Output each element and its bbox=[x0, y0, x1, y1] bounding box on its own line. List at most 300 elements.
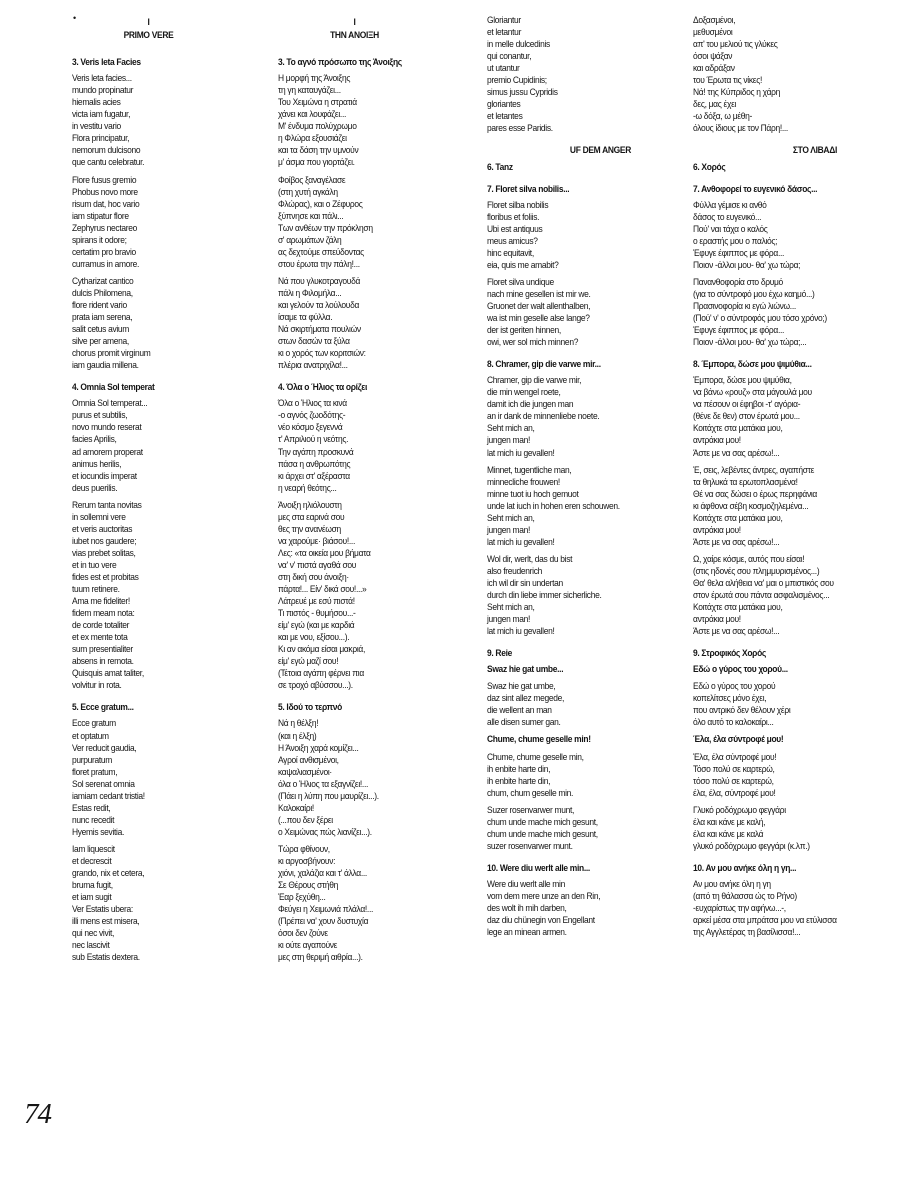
verse-line: Έλα, έλα σύντροφέ μου! bbox=[693, 750, 777, 762]
stanza bbox=[72, 174, 248, 270]
verse-line: pares esse Paridis. bbox=[487, 122, 553, 134]
verse-line: Ποιον -άλλοι μου- θα' χω τώρα; bbox=[693, 258, 801, 270]
verse-line: να' ν' πιστά αγαθά σου bbox=[278, 558, 357, 570]
verse-line: jungen man! bbox=[487, 523, 530, 535]
verse-line: Εδώ ο γύρος του χορού... bbox=[693, 663, 788, 675]
verse-line: eia, quis me amabit? bbox=[487, 258, 559, 270]
verse-line: Sol serenat omnia bbox=[72, 777, 135, 789]
song-title: 10. Were diu werlt alle min... bbox=[487, 861, 590, 873]
stanza bbox=[487, 680, 663, 728]
column-uf-dem-anger-latin bbox=[487, 14, 663, 943]
verse-line: Κοιτάχτε στα ματάκια μου, bbox=[693, 422, 783, 434]
verse-line: Swaz hie gat umbe... bbox=[487, 663, 564, 675]
verse-line: στη δική σου άνοιξη· bbox=[278, 570, 349, 582]
verse-line: να χαρούμε· βιάσου!... bbox=[278, 534, 355, 546]
verse-line: πλέρια ανατριχίλα!... bbox=[278, 359, 348, 371]
verse-line: Σε Θέρους στήθη bbox=[278, 879, 339, 891]
verse-line: chum unde mache mich gesunt, bbox=[487, 827, 598, 839]
verse-line: και τα δάση την υμνούν bbox=[278, 144, 359, 156]
verse-line: sub Estatis dextera. bbox=[72, 951, 140, 963]
verse-line: (στη χυτή αγκάλη bbox=[278, 185, 338, 197]
verse-line: Νά σκιρτήματα πουλιών bbox=[278, 323, 361, 335]
verse-line: Phobus novo more bbox=[72, 185, 138, 197]
verse-line: Η Άνοιξη χαρά κομίζει... bbox=[278, 741, 359, 753]
verse-line: Έλα, έλα σύντροφέ μου! bbox=[693, 733, 784, 745]
column-uf-dem-anger-greek bbox=[693, 14, 869, 943]
verse-line: Γλυκό ροδόχρωμο φεγγάρι bbox=[693, 803, 786, 815]
song-title: 7. Ανθοφορεί το ευγενικό δάσος... bbox=[693, 182, 818, 194]
verse-line: -ο αγνός ζωοδότης- bbox=[278, 409, 346, 421]
verse-line: κοπελίτσες μόνο έχει, bbox=[693, 692, 767, 704]
verse-line: τη γη καταυγάζει... bbox=[278, 84, 341, 96]
stanza bbox=[487, 374, 663, 458]
verse-line: Gloriantur bbox=[487, 14, 521, 25]
verse-line: Φύλλα γέμισε κι ανθό bbox=[693, 198, 767, 210]
verse-line: de corde totaliter bbox=[72, 619, 130, 631]
verse-line: Ver reducit gaudia, bbox=[72, 741, 137, 753]
verse-line: μ' άσμα που γιορτάζει. bbox=[278, 156, 355, 168]
verse-line: damit ich die jungen man bbox=[487, 398, 574, 410]
verse-line: bruma fugit, bbox=[72, 879, 113, 891]
stanza bbox=[72, 717, 248, 837]
verse-line: (και η έλξη) bbox=[278, 729, 317, 741]
verse-line: (Τέτοια αγάπη φέρνει πια bbox=[278, 667, 364, 679]
stanza bbox=[693, 680, 869, 728]
song-section bbox=[487, 161, 663, 173]
verse-line: iam gaudia millena. bbox=[72, 359, 139, 371]
verse-line: Έμπορα, δώσε μου ψιμύθια, bbox=[693, 374, 792, 386]
verse-line: όσοι ψάξαν bbox=[693, 50, 733, 62]
verse-line: Chume, chume geselle min! bbox=[487, 733, 591, 745]
song-section bbox=[693, 161, 869, 173]
verse-line: Θέ να σας δώσει ο έρως περηφάνια bbox=[693, 487, 818, 499]
verse-line: Αγροί ανθισμένοι, bbox=[278, 753, 339, 765]
verse-line: iamiam cedant tristia! bbox=[72, 789, 145, 801]
part-heading: ΣΤΟ ΛΙΒΑΔΙ bbox=[792, 144, 837, 156]
verse-line: Seht mich an, bbox=[487, 511, 535, 523]
verse-line: in melle dulcedinis bbox=[487, 38, 550, 50]
song-section bbox=[693, 862, 869, 938]
verse-line: Floret silva undique bbox=[487, 275, 554, 287]
verse-line: wa ist min geselle alse lange? bbox=[487, 312, 590, 324]
verse-line: μες στα εαρινά σου bbox=[278, 510, 345, 522]
verse-line: iubet nos gaudere; bbox=[72, 534, 137, 546]
verse-line: κι ούτε αγαπούνε bbox=[278, 939, 338, 951]
verse-line: είμ' εγώ μαζί σου! bbox=[278, 655, 339, 667]
verse-line: ut utantur bbox=[487, 62, 520, 74]
verse-line: (στις ηδονές σου πλημμυρισμένος...) bbox=[693, 564, 820, 576]
refrain-heading bbox=[487, 733, 663, 745]
verse-line: Suzer rosenvarwer munt, bbox=[487, 803, 575, 815]
verse-line: στου έρωτα την πάλη!... bbox=[278, 257, 360, 269]
stanza bbox=[487, 553, 663, 637]
refrain-heading bbox=[487, 663, 663, 675]
verse-line: Έ, σεις, λεβέντες άντρες, αγαπήστε bbox=[693, 463, 815, 475]
verse-line: Seht mich an, bbox=[487, 601, 535, 613]
verse-line: Ubi est antiquus bbox=[487, 222, 543, 234]
verse-line: et decrescit bbox=[72, 855, 112, 866]
verse-line: -ω δόξα, ω μέθη- bbox=[693, 110, 752, 122]
song-title: 5. Ιδού το τερπνό bbox=[278, 701, 342, 713]
verse-line: Wol dir, werlt, das du bist bbox=[487, 552, 573, 564]
verse-line: Πρασινοφορία κι εγώ λιώνω... bbox=[693, 299, 796, 311]
verse-line: ξύπνησε και πάλι... bbox=[278, 209, 344, 221]
verse-line: nec lascivit bbox=[72, 939, 110, 951]
song-section bbox=[487, 183, 663, 349]
verse-line: Swaz hie gat umbe, bbox=[487, 680, 556, 692]
stanza bbox=[693, 751, 869, 799]
verse-line: owi, wer sol mich minnen? bbox=[487, 336, 579, 348]
song-section bbox=[278, 56, 454, 371]
verse-line: Νά! της Κύπριδος η χάρη bbox=[693, 86, 781, 98]
verse-line: Were diu werlt alle min bbox=[487, 877, 565, 889]
verse-line: (...που δεν ξέρει bbox=[278, 813, 333, 825]
verse-line: hinc equitavit, bbox=[487, 246, 534, 258]
verse-line: Ποιον -άλλοι μου- θα' χω τώρα;... bbox=[693, 336, 807, 348]
stanza bbox=[72, 275, 248, 371]
verse-line: ίσαμε τα φύλλα. bbox=[278, 311, 333, 323]
verse-line: Flora principatur, bbox=[72, 132, 130, 144]
verse-line: Minnet, tugentliche man, bbox=[487, 463, 572, 475]
page-number: 74 bbox=[24, 1098, 51, 1130]
stanza bbox=[693, 804, 869, 852]
verse-line: Omnia Sol temperat... bbox=[72, 397, 148, 409]
verse-line: Ω, χαίρε κόσμε, αυτός που είσαι! bbox=[693, 552, 805, 564]
verse-line: δάσος το ευγενικό... bbox=[693, 210, 762, 222]
song-title: 5. Ecce gratum... bbox=[72, 701, 134, 713]
verse-line: der ist geriten hinnen, bbox=[487, 324, 561, 336]
verse-line: τα θηλυκά τα ερωτοπλασμένα! bbox=[693, 475, 798, 487]
verse-line: Estas redit, bbox=[72, 801, 111, 813]
verse-line: Ama me fideliter! bbox=[72, 595, 130, 607]
song-section bbox=[72, 381, 248, 691]
verse-line: salit cetus avium bbox=[72, 323, 130, 335]
stanza bbox=[487, 276, 663, 348]
verse-line: et veris auctoritas bbox=[72, 522, 133, 534]
stanza bbox=[693, 878, 869, 938]
verse-line: lat mich iu gevallen! bbox=[487, 446, 555, 458]
verse-line: nemorum dulcisono bbox=[72, 144, 141, 156]
song-section bbox=[693, 358, 869, 637]
song-section bbox=[72, 701, 248, 963]
song-section bbox=[487, 647, 663, 852]
verse-line: και με νου, εξίσου...). bbox=[278, 631, 350, 643]
verse-line: que cantu celebratur. bbox=[72, 156, 145, 168]
verse-line: όλο αυτό το καλοκαίρι... bbox=[693, 716, 774, 728]
verse-line: lege an minean armen. bbox=[487, 926, 567, 938]
verse-line: et in tuo vere bbox=[72, 558, 117, 570]
verse-line: αντράκια μου! bbox=[693, 434, 741, 446]
song-title: 3. Veris leta Facies bbox=[72, 56, 141, 68]
verse-line: Κοιτάχτε στα ματάκια μου, bbox=[693, 511, 783, 523]
verse-line: πάρτα!... Είν' δικά σου!...» bbox=[278, 583, 367, 595]
verse-line: δες, μας έχει bbox=[693, 98, 737, 110]
verse-line: alle disen sumer gan. bbox=[487, 716, 561, 728]
song-title: 4. Omnia Sol temperat bbox=[72, 381, 155, 393]
song-title: 8. Chramer, gip die varwe mir... bbox=[487, 358, 601, 370]
verse-line: ad amorem properat bbox=[72, 445, 143, 457]
verse-line: hiemalis acies bbox=[72, 96, 121, 108]
verse-line: Η μορφή της Άνοιξης bbox=[278, 72, 351, 84]
verse-line: Veris leta facies... bbox=[72, 72, 132, 84]
stanza bbox=[487, 464, 663, 548]
verse-line: also freudenrich bbox=[487, 564, 542, 576]
song-title: 3. Το αγνό πρόσωπο της Άνοιξης bbox=[278, 56, 402, 68]
song-section bbox=[487, 862, 663, 938]
verse-line: daz diu chünegin von Engellant bbox=[487, 914, 595, 926]
continued-stanza bbox=[693, 14, 869, 134]
verse-line: in sollemni vere bbox=[72, 510, 126, 522]
verse-line: dulcis Philomena, bbox=[72, 286, 133, 298]
verse-line: -ευχαρίστως την αφήνω...-, bbox=[693, 902, 786, 914]
verse-line: Ver Estatis ubera: bbox=[72, 903, 133, 915]
verse-line: Rerum tanta novitas bbox=[72, 498, 142, 510]
verse-line: vias prebet solitas, bbox=[72, 546, 136, 558]
song-title: 9. Στροφικός Χορός bbox=[693, 647, 767, 659]
verse-line: chorus promit virginum bbox=[72, 347, 151, 359]
verse-line: floret pratum, bbox=[72, 765, 118, 777]
verse-line: silve per amena, bbox=[72, 335, 129, 347]
verse-line: η Φλώρα εξουσιάζει bbox=[278, 132, 347, 144]
stanza bbox=[693, 199, 869, 271]
verse-line: die min wengel roete, bbox=[487, 386, 561, 398]
song-section bbox=[693, 183, 869, 349]
verse-line: iam stipatur flore bbox=[72, 209, 129, 221]
verse-line: Κοιτάχτε στα ματάκια μου, bbox=[693, 601, 783, 613]
verse-line: να πέσουν οι έφηβοι -τ' αγόρια- bbox=[693, 398, 801, 410]
verse-line: chum unde mache mich gesunt, bbox=[487, 815, 598, 827]
stanza bbox=[487, 751, 663, 799]
stanza bbox=[487, 804, 663, 852]
part-numeral: I bbox=[353, 16, 356, 27]
verse-line: (θένε δε θεν) στον έρωτά μου... bbox=[693, 410, 800, 422]
song-title: 6. Χορός bbox=[693, 160, 726, 172]
verse-line: Λάτρευέ με εσύ πιστά! bbox=[278, 595, 355, 607]
verse-line: έλα, έλα, σύντροφέ μου! bbox=[693, 786, 776, 798]
verse-line: τόσο πολύ σε καρτερώ, bbox=[693, 774, 774, 786]
verse-line: volvitur in rota. bbox=[72, 679, 122, 691]
verse-line: Chume, chume geselle min, bbox=[487, 750, 584, 762]
column-primo-vere-greek bbox=[278, 14, 454, 968]
verse-line: durch din liebe immer sicherliche. bbox=[487, 589, 602, 601]
verse-line: σε τροχό αβύσσου...). bbox=[278, 679, 353, 691]
stanza bbox=[278, 275, 454, 371]
verse-line: που αντρικό δεν θέλουν χέρι bbox=[693, 704, 791, 716]
verse-line: Άστε με να σας αρέσω!... bbox=[693, 446, 780, 458]
verse-line: της Αγγλετέρας τη βασίλισσα!... bbox=[693, 926, 801, 938]
verse-line: Φλώρας), και ο Ζέφυρος bbox=[278, 197, 363, 209]
stanza bbox=[693, 374, 869, 458]
stanza bbox=[278, 499, 454, 692]
verse-line: meus amicus? bbox=[487, 234, 538, 246]
verse-line: prata iam serena, bbox=[72, 311, 133, 323]
verse-line: Chramer, gip die varwe mir, bbox=[487, 374, 582, 386]
verse-line: αρκεί μέσα στα μπράτσα μου να ετύλισσα bbox=[693, 914, 837, 926]
stanza bbox=[72, 397, 248, 493]
part-title: ΤΗΝ ΑΝΟΙΞΗ bbox=[330, 29, 379, 41]
verse-line: σ' αρωμάτων ζάλη bbox=[278, 233, 342, 245]
verse-line: Έαρ ξεχύθη... bbox=[278, 891, 326, 903]
part-title: PRIMO VERE bbox=[123, 29, 174, 41]
verse-line: (Πρέπει να' χουν δυστυχία bbox=[278, 915, 369, 927]
verse-line: Τι πιστός - θυμήσου...- bbox=[278, 607, 356, 619]
part-heading: UF DEM ANGER bbox=[569, 144, 631, 156]
verse-line: κι ο χορός των κοριτσιών: bbox=[278, 347, 366, 359]
verse-line: όλους ίδιους με τον Πάρη!... bbox=[693, 122, 788, 134]
verse-line: ih enbite harte din, bbox=[487, 774, 551, 786]
verse-line: Φεύγει η Χειμωνιά πλάλα!... bbox=[278, 903, 374, 915]
verse-line: πάλι η Φιλομήλα... bbox=[278, 286, 342, 298]
corner-mark: • bbox=[73, 13, 77, 23]
verse-line: όσοι δεν ζούνε bbox=[278, 927, 328, 939]
continued-stanza bbox=[487, 14, 663, 134]
verse-line: jungen man! bbox=[487, 613, 530, 625]
verse-line: et ex mente tota bbox=[72, 631, 128, 643]
verse-line: Νά που γλυκοτραγουδά bbox=[278, 274, 361, 286]
verse-line: minnecliche frouwen! bbox=[487, 475, 560, 487]
verse-line: Quisquis amat taliter, bbox=[72, 667, 144, 679]
verse-line: et letantur bbox=[487, 26, 522, 38]
verse-line: Νά η θέλξη! bbox=[278, 717, 319, 729]
verse-line: des wolt ih mih darben, bbox=[487, 902, 567, 914]
verse-line: Εδώ ο γύρος του χορού bbox=[693, 680, 776, 692]
song-title: 4. Όλα ο Ήλιος τα ορίζει bbox=[278, 381, 367, 393]
verse-line: στων δασών τα ξύλα bbox=[278, 335, 350, 347]
song-section bbox=[278, 701, 454, 963]
stanza bbox=[693, 464, 869, 548]
verse-line: risum dat, hoc vario bbox=[72, 197, 140, 209]
stanza bbox=[278, 174, 454, 270]
verse-line: Cytharizat cantico bbox=[72, 274, 134, 286]
verse-line: Iam liquescit bbox=[72, 842, 115, 854]
verse-line: αντράκια μου! bbox=[693, 613, 741, 625]
verse-line: γλυκό ροδόχρωμο φεγγάρι (κ.λπ.) bbox=[693, 839, 810, 851]
verse-line: animus herilis, bbox=[72, 457, 122, 469]
column-primo-vere-latin bbox=[72, 14, 248, 968]
verse-line: nach mine gesellen ist mir we. bbox=[487, 287, 591, 299]
verse-line: Λες: «τα οικεία μου βήματα bbox=[278, 546, 371, 558]
verse-line: ich wil dir sin undertan bbox=[487, 576, 563, 588]
verse-line: Gruonet der walt allenthalben, bbox=[487, 299, 591, 311]
verse-line: mundo propinatur bbox=[72, 84, 134, 96]
stanza bbox=[693, 276, 869, 348]
verse-line: χάνει και λουφάζει... bbox=[278, 108, 347, 120]
verse-line: lat mich iu gevallen! bbox=[487, 625, 555, 637]
verse-line: purus et subtilis, bbox=[72, 409, 128, 421]
verse-line: Όλα ο Ήλιος τα κινά bbox=[278, 397, 347, 409]
verse-line: κι αργοσβήνουν: bbox=[278, 855, 336, 866]
verse-line: victa iam fugatur, bbox=[72, 108, 131, 120]
verse-line: Των ανθέων την πρόκληση bbox=[278, 221, 373, 233]
verse-line: κι άφθονα σέβη κοσμοζηλεμένα... bbox=[693, 499, 809, 511]
stanza bbox=[693, 553, 869, 637]
verse-line: Δοξασμένοι, bbox=[693, 14, 736, 25]
verse-line: die wellent an man bbox=[487, 704, 552, 716]
verse-line: fidem meam nota: bbox=[72, 607, 135, 619]
verse-line: κι άρχει στ' αξέραστα bbox=[278, 469, 350, 481]
verse-line: lat mich iu gevallen! bbox=[487, 535, 555, 547]
song-title: 8. Έμπορα, δώσε μου ψιμύθια... bbox=[693, 358, 812, 370]
verse-line: et letantes bbox=[487, 110, 523, 122]
verse-line: novo mundo reserat bbox=[72, 421, 142, 433]
verse-line: χιόνι, χαλάζια και τ' άλλα... bbox=[278, 867, 367, 879]
verse-line: Άστε με να σας αρέσω!... bbox=[693, 625, 780, 637]
verse-line: Τώρα φθίνουν, bbox=[278, 842, 330, 854]
verse-line: έλα και κάνε με καλή, bbox=[693, 815, 766, 827]
verse-line: illi mens est misera, bbox=[72, 915, 140, 927]
stanza bbox=[278, 397, 454, 493]
verse-line: Μ' ένδυμα πολύχρωμο bbox=[278, 120, 357, 132]
verse-line: Του Χειμώνα η στρατιά bbox=[278, 96, 357, 108]
refrain-heading bbox=[693, 733, 869, 745]
verse-line: absens in remota. bbox=[72, 655, 134, 667]
verse-line: απ' του μελιού τις γλύκες bbox=[693, 38, 778, 50]
verse-line: Έφυγε έφιππος με φόρα... bbox=[693, 324, 785, 336]
verse-line: Έφυγε έφιππος με φόρα... bbox=[693, 246, 785, 258]
verse-line: premio Cupidinis; bbox=[487, 74, 547, 86]
verse-line: vom dem mere unze an den Rin, bbox=[487, 890, 601, 901]
verse-line: Πού' ναι τάχα ο καλός bbox=[693, 222, 768, 234]
song-section bbox=[278, 381, 454, 691]
verse-line: Άστε με να σας αρέσω!... bbox=[693, 535, 780, 547]
part-numeral: I bbox=[147, 16, 150, 27]
verse-line: Θα' θελα αλήθεια να' μαι ο μπιστικός σου bbox=[693, 576, 834, 588]
verse-line: Τόσο πολύ σε καρτερώ, bbox=[693, 762, 775, 774]
verse-line: in vestitu vario bbox=[72, 120, 121, 132]
verse-line: καψαλιασμένοι· bbox=[278, 765, 332, 777]
verse-line: certatim pro bravio bbox=[72, 245, 136, 257]
verse-line: floribus et foliis. bbox=[487, 210, 540, 222]
stanza bbox=[72, 499, 248, 692]
verse-line: facies Aprilis, bbox=[72, 433, 117, 445]
verse-line: Seht mich an, bbox=[487, 422, 535, 434]
verse-line: πάσα η ανθρωπότης bbox=[278, 457, 351, 469]
verse-line: ας δεχτούμε σπεύδοντας bbox=[278, 245, 364, 257]
song-title: 10. Αν μου ανήκε όλη η γη... bbox=[693, 861, 797, 873]
verse-line: είμ' εγώ (και με καρδιά bbox=[278, 619, 355, 631]
verse-line: minne tuot iu hoch gemuot bbox=[487, 487, 579, 499]
verse-line: Hyemis sevitia. bbox=[72, 825, 125, 837]
verse-line: μεθυσμένοι bbox=[693, 26, 733, 38]
verse-line: (Πάει η λύπη που μαυρίζει...). bbox=[278, 789, 379, 801]
verse-line: μες στη θεριμή αιθρία...). bbox=[278, 951, 363, 963]
verse-line: ο Χειμώνας πώς λιανίζει...). bbox=[278, 825, 372, 837]
verse-line: Ecce gratum bbox=[72, 717, 116, 729]
verse-line: chum, chum geselle min. bbox=[487, 786, 574, 798]
verse-line: qui conantur, bbox=[487, 50, 532, 62]
verse-line: fides est et probitas bbox=[72, 570, 139, 582]
verse-line: grando, nix et cetera, bbox=[72, 867, 145, 879]
verse-line: daz sint allez megede, bbox=[487, 692, 565, 704]
verse-line: gloriantes bbox=[487, 98, 521, 110]
refrain-heading bbox=[693, 663, 869, 675]
stanza bbox=[72, 72, 248, 168]
song-title: 6. Tanz bbox=[487, 160, 513, 172]
song-title: 9. Reie bbox=[487, 647, 513, 659]
stanza bbox=[72, 843, 248, 963]
verse-line: Άνοιξη ηλιόλουστη bbox=[278, 498, 342, 510]
verse-line: (από τη θάλασσα ώς το Ρήνο) bbox=[693, 890, 797, 901]
verse-line: στον έρωτά σου πάντα ασφαλισμένος... bbox=[693, 589, 830, 601]
stanza bbox=[278, 717, 454, 837]
verse-line: και αδράξαν bbox=[693, 62, 735, 74]
verse-line: ο εραστής μου ο παλιός; bbox=[693, 234, 778, 246]
verse-line: όλα ο Ήλιος τα εξαγνίζει!... bbox=[278, 777, 368, 789]
verse-line: Zephyrus nectareo bbox=[72, 221, 137, 233]
song-section bbox=[487, 358, 663, 637]
verse-line: nunc recedit bbox=[72, 813, 115, 825]
verse-line: (Πού' ν' ο σύντροφός μου τόσο χρόνο;) bbox=[693, 312, 827, 324]
